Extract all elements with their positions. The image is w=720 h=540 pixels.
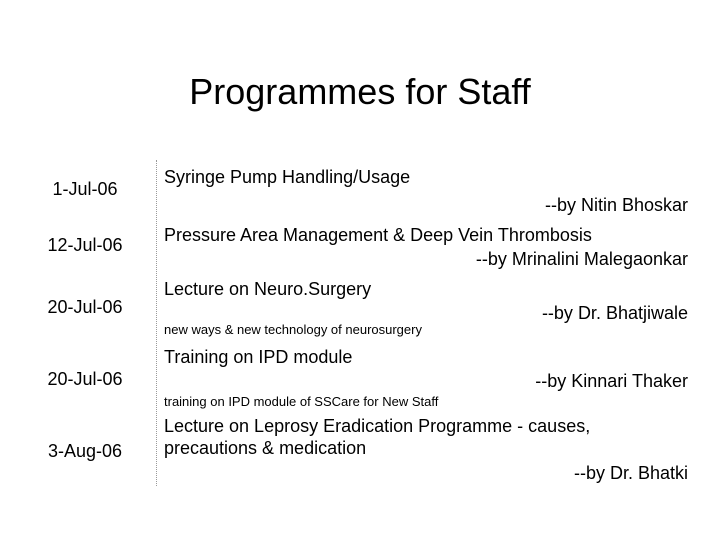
programme-date-2: 12-Jul-06 <box>47 235 123 255</box>
programme-date-4: 20-Jul-06 <box>47 369 123 389</box>
page-title: Programmes for Staff <box>189 71 531 112</box>
programme-speaker-5: --by Dr. Bhatki <box>573 463 688 483</box>
programme-date-3: 20-Jul-06 <box>47 297 123 317</box>
programme-date-5: 3-Aug-06 <box>47 441 123 461</box>
programme-topic-3: Lecture on Neuro.Surgery <box>164 279 372 299</box>
programme-topic-5-line1: Lecture on Leprosy Eradication Programme - causes, <box>164 416 591 436</box>
programme-topic-1: Syringe Pump Handling/Usage <box>164 167 411 187</box>
column-divider <box>156 160 157 486</box>
programme-speaker-4: --by Kinnari Thaker <box>535 371 688 391</box>
programme-note-3: new ways & new technology of neurosurgery <box>164 322 422 337</box>
programme-topic-5-line2: precautions & medication <box>164 438 367 458</box>
programme-speaker-2: --by Mrinalini Malegaonkar <box>475 249 688 269</box>
programme-topic-2: Pressure Area Management & Deep Vein Thrombosis <box>164 225 592 245</box>
programme-speaker-1: --by Nitin Bhoskar <box>544 195 688 215</box>
programme-topic-4: Training on IPD module <box>164 347 353 367</box>
programme-note-4: training on IPD module of SSCare for New Staff <box>164 394 439 409</box>
programme-speaker-3: --by Dr. Bhatjiwale <box>541 303 688 323</box>
programme-date-1: 1-Jul-06 <box>52 179 118 199</box>
